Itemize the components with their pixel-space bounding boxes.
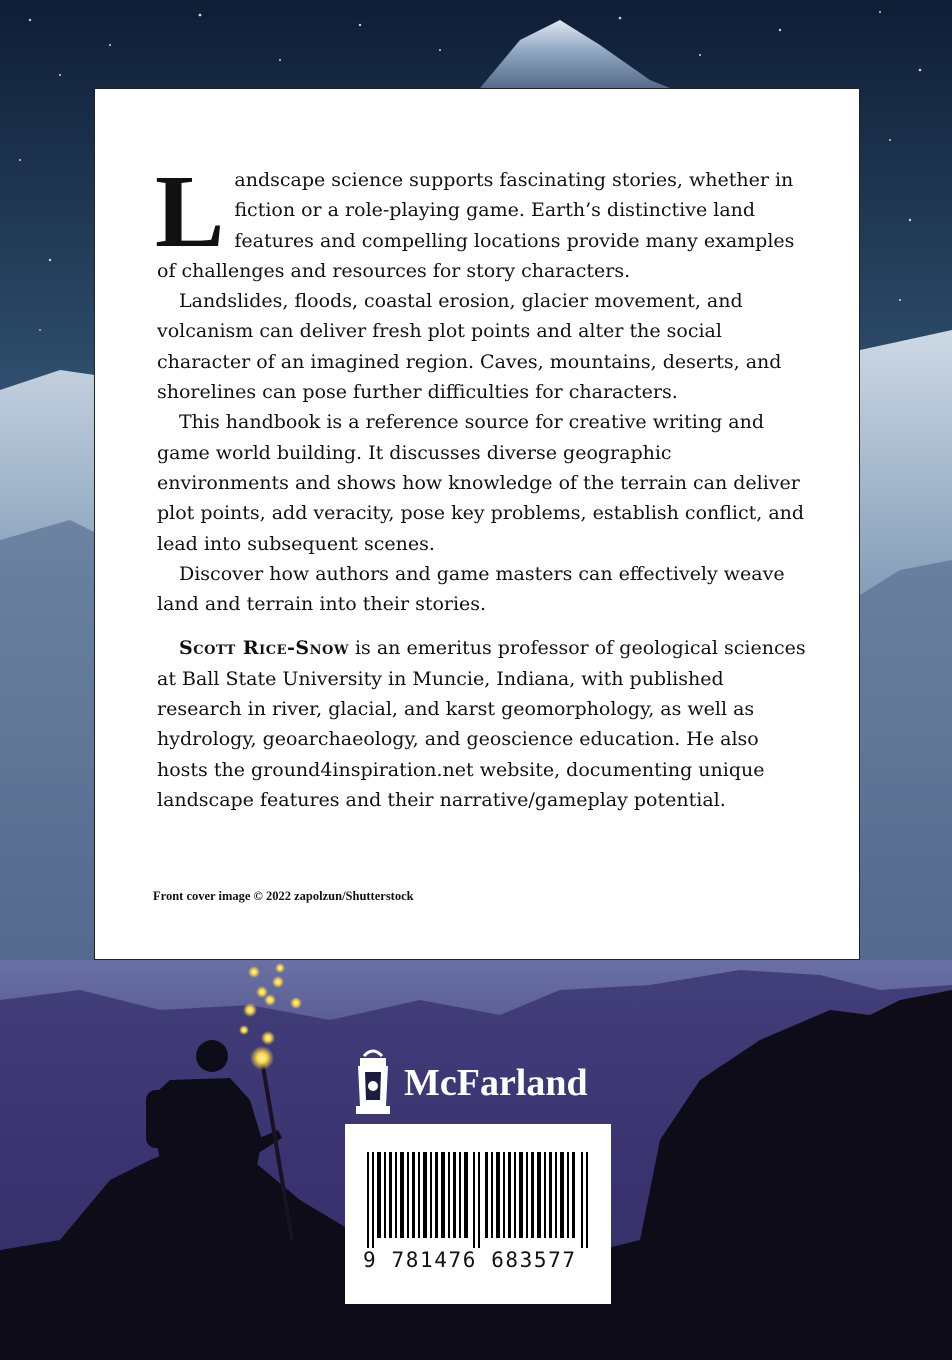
back-cover-text-panel [94,88,860,960]
author-name: Scott Rice-Snow [179,637,349,660]
barcode-bars [367,1152,589,1248]
lantern-icon [350,1048,396,1118]
publisher-logo [350,1048,620,1118]
isbn-barcode [345,1124,611,1304]
blurb-paragraph-2: Landslides, floods, coastal erosion, glacier movement, and volcanism can deliver fresh plot points and alter the social character of an imagined region. Caves, mountains, deserts, and shorelines can pose further difficulties for characters. [157,290,782,404]
blurb-paragraph-4: Discover how authors and game masters can effectively weave land and terrain into their stories. [157,562,785,616]
isbn-number: 9 781476 683577 [363,1248,577,1272]
publisher-name: McFarland [404,1062,588,1104]
author-bio: Scott Rice-Snow is an emeritus professor of geological sciences at Ball State University in Muncie, Indiana, with published research in river, glacial, and karst geomorphology, as well as hydrology, geoarchaeology, and geoscience education. He also hosts the ground4inspiration.net website, documenting unique landscape features and their narrative/gameplay potential. [157,637,806,811]
blurb-paragraph-1: Landscape science supports fascinating stories, whether in fiction or a role-playing game. Earth’s distinctive land features and compelling locations provide many examples of challenges and resources for story characters. [155,154,795,282]
blurb [155,154,807,815]
blurb-paragraph-3: This handbook is a reference source for creative writing and game world building. It discusses diverse geographic environments and shows how knowledge of the terrain can deliver plot points, add veracity, pose key problems, establish conflict, and lead into subsequent scenes. [157,411,805,555]
drop-cap: L [155,154,225,269]
image-credit: Front cover image © 2022 zapolzun/Shutterstock [153,889,414,903]
